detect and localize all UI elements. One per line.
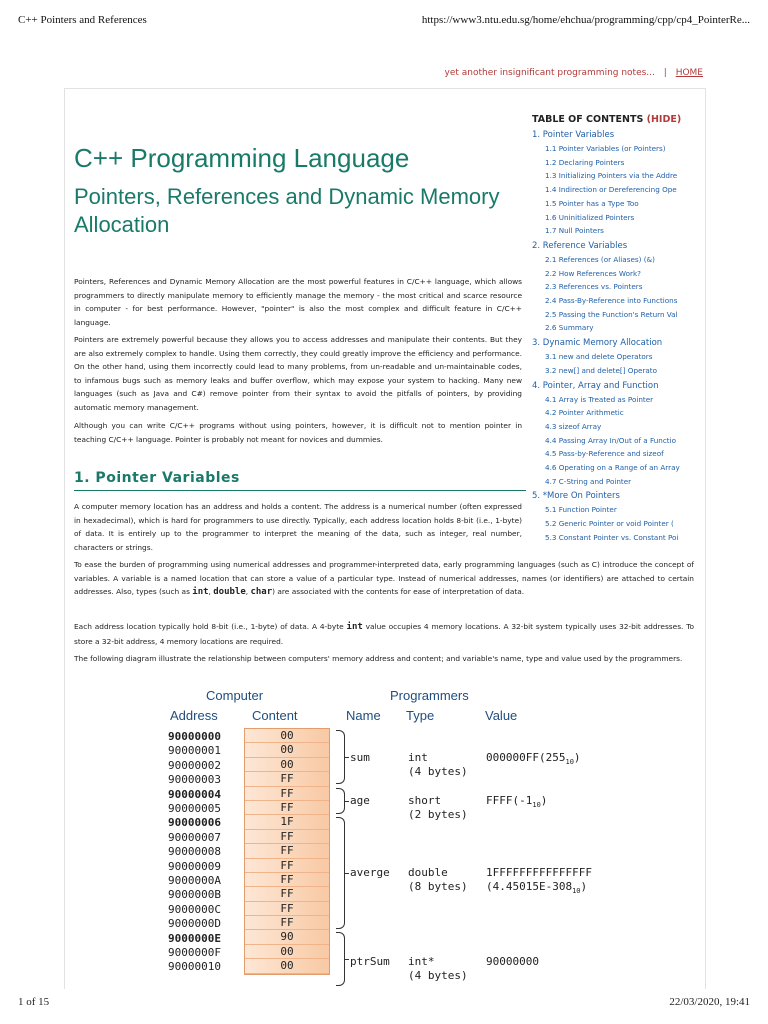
brace-averge [336,817,345,929]
toc-subsection-link[interactable]: 2.1 References (or Aliases) (&) [545,254,655,264]
memory-content-cell: FF [245,916,329,930]
var-type: int* (4 bytes) [408,955,468,982]
var-value: $FFFF(-1_{10})$ [486,794,548,810]
memory-content-cell: FF [245,844,329,858]
memory-address: 90000009 [168,859,221,873]
intro-paragraph-1: Pointers, References and Dynamic Memory Allocation are the most powerful features in C/C++ language, which allows programmers to directly manipulate memory to efficiently manage the memory - the most critical and scarce resource in computer - for best performance. However, "pointer" is also the most complex and difficult feature in C/C++ language. [74,277,522,327]
print-datetime: 22/03/2020, 19:41 [669,996,750,1008]
toc-subsection-link[interactable]: 5.2 Generic Pointer or void Pointer ( [545,519,674,529]
memory-content-cell: FF [245,830,329,844]
p3-text-a: Each address location typically hold 8-bit (i.e., 1-byte) of data. A 4-byte [74,622,344,631]
memory-diagram [160,684,640,984]
nav-separator: | [663,68,667,78]
toc-subsection-link[interactable]: 1.6 Uninitialized Pointers [545,212,635,222]
toc-section-link[interactable]: 5. *More On Pointers [532,491,620,502]
toc-subsection-link[interactable]: 4.1 Array is Treated as Pointer [545,394,654,404]
memory-address: 9000000C [168,902,221,916]
memory-address: 90000002 [168,758,221,772]
toc-subsection-link[interactable]: 1.1 Pointer Variables (or Pointers) [545,144,666,153]
brace-age [336,788,345,814]
content-column [244,728,330,975]
toc-subsection-link[interactable]: 1.4 Indirection or Dereferencing Ope [545,185,677,195]
memory-content-cell: 90 [245,930,329,944]
memory-address: 9000000D [168,917,221,931]
col-content-header: Content [252,708,298,723]
memory-address: 90000006 [168,816,221,830]
p3-text-b: value occupies 4 memory locations. A 32-bit system typically uses 32-bit addresses. To store a 32-bit address, 4 memory locations are required. [74,622,694,646]
toc-hide-toggle[interactable]: (HIDE) [646,114,682,125]
top-nav [445,68,703,78]
memory-content-cell: FF [245,902,329,916]
toc-section-link[interactable]: 2. Reference Variables [532,240,628,251]
section1-paragraph-2: To ease the burden of programming using numerical addresses and programmer-interpreted data, early programming languages (such as C) introduce the concept of variables. A variable is a named location that can store a value of a particular type. Instead of numerical addresses, names (or identifiers) are attached to certain addresses. Also, types (such as int, double, char) are associated with the contents for ease of interpretation of data. [74,560,694,598]
memory-address: 9000000E [168,931,221,945]
page-counter: 1 of 15 [18,996,50,1008]
section1-paragraph-4: The following diagram illustrate the relationship between computers' memory address and content; and variable's name, type and value used by the programmers. [74,654,683,663]
var-name: ptrSum [350,955,390,968]
memory-content-cell: FF [245,859,329,873]
section-heading-pointer-variables: 1. Pointer Variables [74,470,526,491]
var-type: int (4 bytes) [408,751,468,778]
toc-subsection-link[interactable]: 3.1 new and delete Operators [545,352,653,362]
toc-subsection-link[interactable]: 4.2 Pointer Arithmetic [545,408,624,418]
memory-address: 90000010 [168,960,221,974]
memory-address: 90000007 [168,830,221,844]
toc-heading-label: TABLE OF CONTENTS [532,114,644,125]
memory-address: 90000004 [168,787,221,801]
memory-content-cell: FF [245,787,329,801]
var-value: 1FFFFFFFFFFFFFFF $(4.45015E-308_{10})$ [486,866,592,896]
var-name: age [350,794,370,807]
toc-subsection-link[interactable]: 1.7 Null Pointers [545,226,604,236]
memory-content-cell: 00 [245,758,329,772]
toc-subsection-link[interactable]: 5.1 Function Pointer [545,505,617,515]
toc-section-link[interactable]: 4. Pointer, Array and Function [532,380,659,391]
tagline-link[interactable]: yet another insignificant programming notes... [444,68,655,78]
intro-paragraph-2: Pointers are extremely powerful because they allows you to access addresses and manipulate their contents. But they are also extremely complex to handle. Using them correctly, they could greatly improve the efficiency and performance. On the other hand, using them incorrectly could lead to many problems, from un-readable and un-maintainable codes, to infamous bugs such as memory leaks and buffer overflow, which may expose your system to hacking. Many new languages (such as Java and C#) remove pointer from their syntax to avoid the pitfalls of pointers, by providing automatic memory management. [74,335,522,412]
brace-sum [336,730,345,784]
var-value: 90000000 [486,955,539,968]
code-int: int [192,587,209,598]
memory-content-cell: FF [245,887,329,901]
memory-content-cell: FF [245,873,329,887]
memory-content-cell: FF [245,801,329,815]
memory-content-cell: 00 [245,743,329,757]
home-link[interactable]: HOME [675,68,703,78]
toc-subsection-link[interactable]: 4.7 C-String and Pointer [545,476,632,486]
code-char: char [250,587,273,598]
memory-address: 90000003 [168,773,221,787]
memory-content-cell: 1F [245,815,329,829]
memory-content-cell: FF [245,772,329,786]
p2-text-b: ) are associated with the contents for ease of interpretation of data. [272,587,525,597]
col-value-header: Value [485,708,518,723]
intro-paragraph-3: Although you can write C/C++ programs without using pointers, however, it is difficult not to mention pointer in teaching C/C++ language. Pointer is probably not meant for novices and dummies. [74,421,522,444]
toc-subsection-link[interactable]: 1.5 Pointer has a Type Too [545,198,639,208]
toc-section-link[interactable]: 3. Dynamic Memory Allocation [532,338,663,349]
code-double: double [213,587,246,598]
toc-subsection-link[interactable]: 2.2 How References Work? [545,268,641,278]
var-value: $000000FF(255_{10})$ [486,751,581,767]
memory-content-cell: 00 [245,959,329,973]
section1-paragraph-1: A computer memory location has an address and holds a content. The address is a numerical number (often expressed in hexadecimal), which is hard for programmers to use directly. Typically, each address location holds 8-bit (i.e., 1-byte) of data. It is entirely up to the programmer to interpret the meaning of the data, such as integer, real number, characters or strings. [74,502,522,552]
toc-subsection-link[interactable]: 1.2 Declaring Pointers [545,157,625,167]
toc-subsection-link[interactable]: 1.3 Initializing Pointers via the Addre [545,171,678,181]
section1-paragraph-3 [74,620,694,648]
p2-text-a: To ease the burden of programming using numerical addresses and programmer-interpreted data, early programming languages (such as C) introduce the concept of variables. A variable is a named location that can store a value of a particular type. Instead of numerical addresses, names (or identifiers) are attached to certain addresses. Also, types (such as [74,560,694,597]
toc-subsection-link[interactable]: 2.4 Pass-By-Reference into Functions [545,296,678,306]
var-name: averge [350,866,390,879]
memory-address: 90000001 [168,744,221,758]
browser-page-title: C++ Pointers and References [18,14,147,26]
diagram-head-computer: Computer [206,688,264,703]
toc-section-link[interactable]: 1. Pointer Variables [532,130,615,140]
toc-subsection-link[interactable]: 4.3 sizeof Array [545,421,602,431]
memory-address: 9000000F [168,946,221,959]
memory-address: 90000000 [168,730,221,743]
browser-url: https://www3.ntu.edu.sg/home/ehchua/programming/cpp/cp4_PointerRe... [421,14,750,26]
memory-content-cell: 00 [245,945,329,959]
var-name: sum [350,751,370,764]
toc-subsection-link[interactable]: 5.3 Constant Pointer vs. Constant Poi [545,532,679,542]
code-int-2: int [346,622,363,632]
col-name-header: Name [346,708,381,723]
toc-subsection-link[interactable]: 2.5 Passing the Function's Return Val [545,309,678,319]
toc-subsection-link[interactable]: 4.5 Pass-by-Reference and sizeof [545,449,664,459]
col-type-header: Type [406,708,435,723]
memory-content-cell: 00 [245,729,329,743]
memory-address: 9000000B [168,888,221,902]
page-title: C++ Programming Language [74,143,410,173]
toc-subsection-link[interactable]: 2.3 References vs. Pointers [545,282,643,292]
col-address-header: Address [170,708,218,723]
toc-subsection-link[interactable]: 3.2 new[] and delete[] Operato [545,365,658,375]
diagram-head-programmers: Programmers [390,688,469,703]
memory-address: 90000005 [168,802,221,815]
toc-subsection-link[interactable]: 4.4 Passing Array In/Out of a Functio [545,435,676,445]
table-of-contents [532,114,694,545]
toc-subsection-link[interactable]: 4.6 Operating on a Range of an Array [545,463,680,473]
var-type: double (8 bytes) [408,866,468,893]
toc-heading [532,114,694,125]
memory-address: 9000000A [168,874,221,887]
toc-subsection-link[interactable]: 2.6 Summary [545,323,594,333]
page-subtitle: Pointers, References and Dynamic Memory Allocation [74,184,500,237]
brace-ptrsum [336,932,345,986]
memory-address: 90000008 [168,845,221,859]
toc-list [532,129,694,545]
var-type: short (2 bytes) [408,794,468,821]
